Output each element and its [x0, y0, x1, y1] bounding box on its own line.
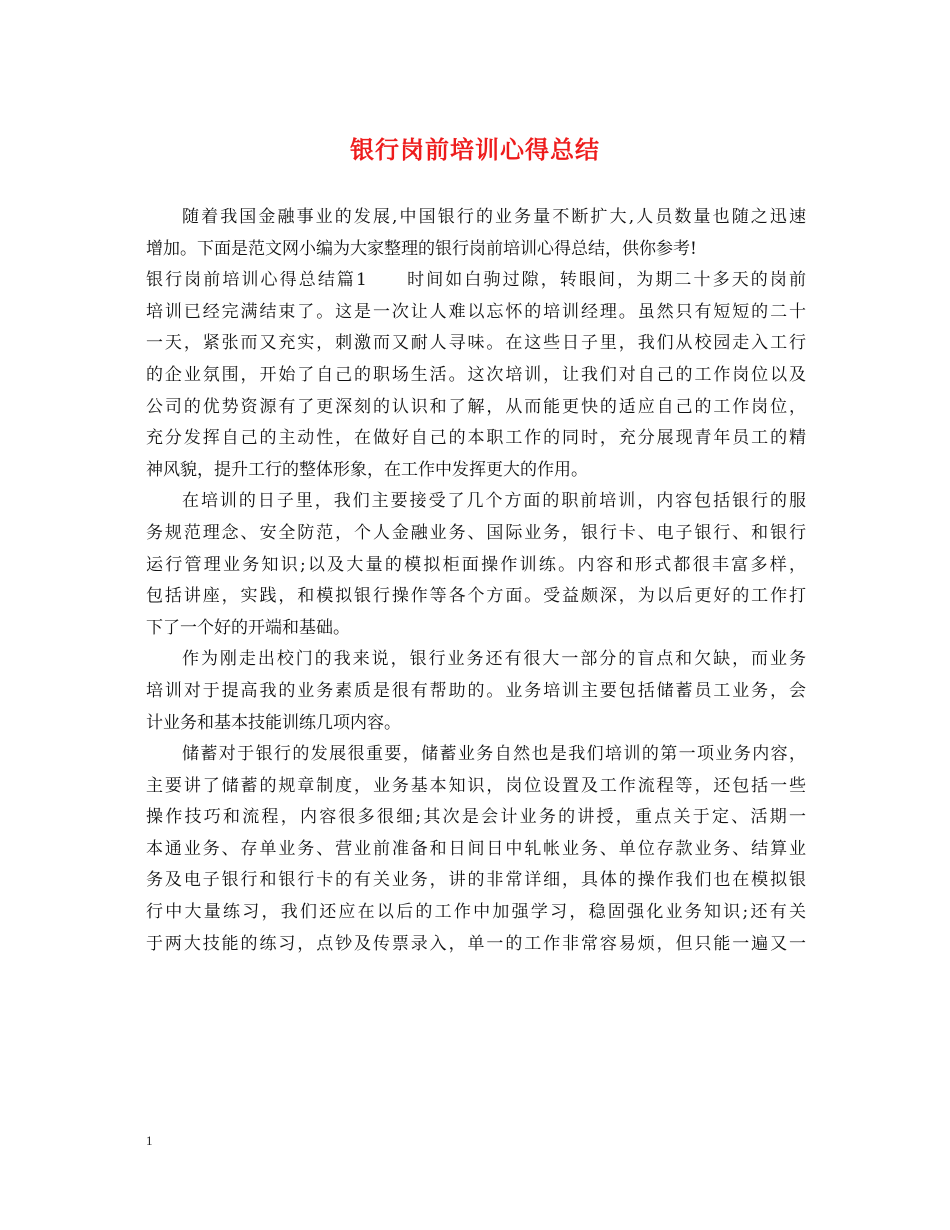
text-line: 神风貌，提升工行的整体形象，在工作中发挥更大的作用。: [146, 459, 588, 480]
text-line: 公司的优势资源有了更深刻的认识和了解，从而能更快的适应自己的工作岗位，: [146, 396, 806, 417]
text-line: 作为刚走出校门的我来说，银行业务还有很大一部分的盲点和欠缺，而业务: [182, 649, 806, 670]
text-line: 务规范理念、安全防范，个人金融业务、国际业务，银行卡、电子银行、和银行: [146, 522, 806, 543]
text-line: 培训已经完满结束了。这是一次让人难以忘怀的培训经理。虽然只有短短的二十: [146, 301, 806, 322]
text-line: 下了一个好的开端和基础。: [146, 617, 350, 638]
text-line: 运行管理业务知识;以及大量的模拟柜面操作训练。内容和形式都很丰富多样，: [146, 554, 806, 575]
text-line: 增加。下面是范文网小编为大家整理的银行岗前培训心得总结，供你参考!: [146, 238, 697, 259]
text-line: 培训对于提高我的业务素质是很有帮助的。业务培训主要包括储蓄员工业务，会: [146, 680, 806, 701]
text-line: 储蓄对于银行的发展很重要，储蓄业务自然也是我们培训的第一项业务内容，: [182, 744, 806, 765]
body-text: [146, 202, 806, 960]
text-line: 于两大技能的练习，点钞及传票录入，单一的工作非常容易烦，但只能一遍又一: [146, 933, 806, 954]
text-line: 主要讲了储蓄的规章制度，业务基本知识，岗位设置及工作流程等，还包括一些: [146, 775, 806, 796]
text-line: 计业务和基本技能训练几项内容。: [146, 712, 401, 733]
text-line: 操作技巧和流程，内容很多很细;其次是会计业务的讲授，重点关于定、活期一: [146, 807, 806, 828]
text-line: 的企业氛围，开始了自己的职场生活。这次培训，让我们对自己的工作岗位以及: [146, 364, 806, 385]
text-line: 银行岗前培训心得总结篇1 时间如白驹过隙，转眼间，为期二十多天的岗前: [146, 270, 806, 291]
text-line: 包括讲座，实践，和模拟银行操作等各个方面。受益颇深，为以后更好的工作打: [146, 586, 806, 607]
page-title: 银行岗前培训心得总结: [350, 135, 600, 164]
text-line: 行中大量练习，我们还应在以后的工作中加强学习，稳固强化业务知识;还有关: [146, 902, 806, 923]
text-line: 在培训的日子里，我们主要接受了几个方面的职前培训，内容包括银行的服: [182, 491, 806, 512]
text-line: 本通业务、存单业务、营业前准备和日间日中轧帐业务、单位存款业务、结算业: [146, 838, 806, 859]
text-line: 充分发挥自己的主动性，在做好自己的本职工作的同时，充分展现青年员工的精: [146, 428, 806, 449]
page-number: 1: [146, 1133, 153, 1148]
text-line: 一天，紧张而又充实，刺激而又耐人寻味。在这些日子里，我们从校园走入工行: [146, 333, 806, 354]
text-line: 务及电子银行和银行卡的有关业务，讲的非常详细，具体的操作我们也在模拟银: [146, 870, 806, 891]
text-line: 随着我国金融事业的发展,中国银行的业务量不断扩大,人员数量也随之迅速: [182, 207, 806, 227]
